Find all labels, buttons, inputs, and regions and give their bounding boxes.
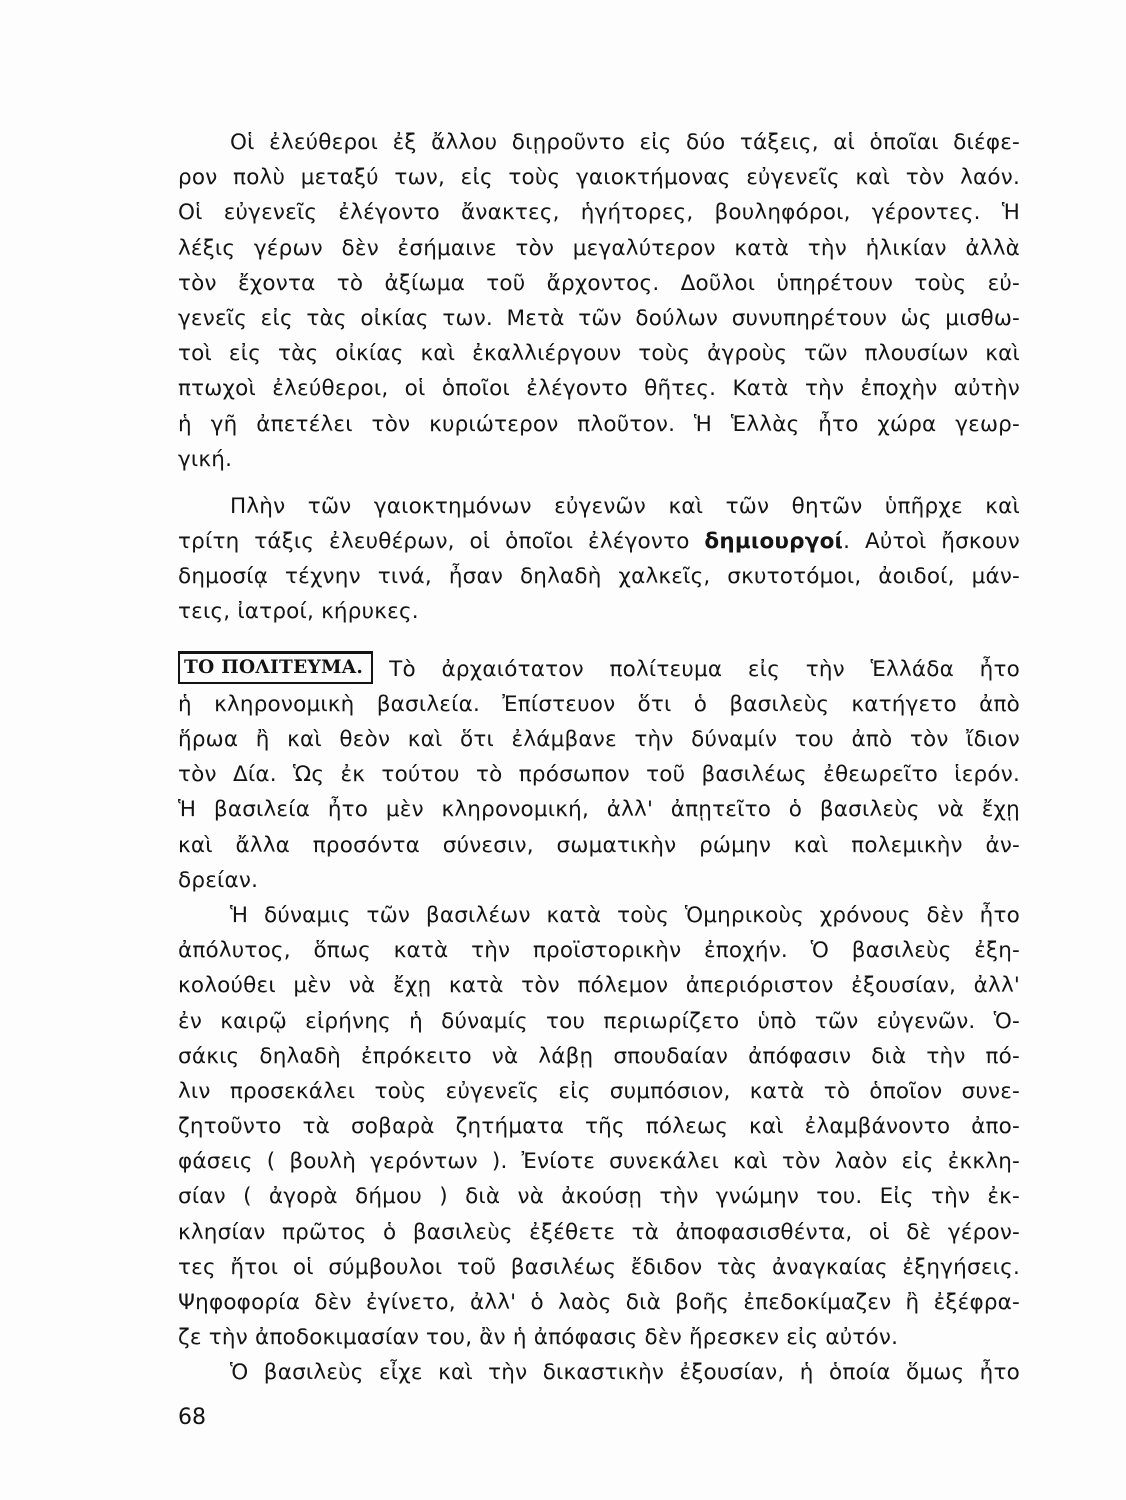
body-text — [178, 125, 1020, 1391]
paragraph-judicial-power — [178, 1355, 1020, 1390]
text-line: λιν προσεκάλει τοὺς εὐγενεῖς εἰς συμπόσιον, κατὰ τὸ ὁποῖον συνε- — [178, 1078, 1020, 1104]
text-line: Ἡ δύναμις τῶν βασιλέων κατὰ τοὺς Ὁμηρικοὺς χρόνους δὲν ἦτο — [230, 902, 1020, 928]
paragraph-craftsmen — [178, 489, 1020, 630]
text-line: ἥρωα ἢ καὶ θεὸν καὶ ὅτι ἐλάμβανε τὴν δύναμίν του ἀπὸ τὸν ἴδιον — [178, 727, 1020, 752]
text-line: φάσεις ( βουλὴ γερόντων ). Ἐνίοτε συνεκάλει καὶ τὸν λαὸν εἰς ἐκκλη- — [178, 1149, 1020, 1175]
text-segment: τρίτη τάξις ἐλευθέρων, οἱ ὁποῖοι ἐλέγοντο — [178, 529, 705, 555]
text-line: ἡ γῆ ἀπετέλει τὸν κυριώτερον πλοῦτον. Ἡ Ἑλλὰς ἦτο χώρα γεωρ- — [178, 411, 1020, 437]
text-line: Ὁ βασιλεὺς εἶχε καὶ τὴν δικαστικὴν ἐξουσίαν, ἡ ὁποία ὅμως ἦτο — [230, 1360, 1020, 1386]
page-number: 68 — [178, 1405, 206, 1430]
text-segment: Τὸ ἀρχαιότατον πολίτευμα εἰς τὴν Ἑλλάδα ἦτο — [389, 656, 1020, 682]
text-line: γική. — [178, 446, 233, 472]
text-line: ἡ κληρονομικὴ βασιλεία. Ἐπίστευον ὅτι ὁ βασιλεὺς κατήγετο ἀπὸ — [178, 691, 1020, 717]
text-line: κολούθει μὲν νὰ ἔχῃ κατὰ τὸν πόλεμον ἀπεριόριστον ἐξουσίαν, ἀλλ' — [178, 973, 1020, 999]
text-segment: . Αὐτοὶ ἤσκουν — [843, 529, 1021, 555]
text-line: δρείαν. — [178, 867, 259, 893]
text-line: λέξις γέρων δὲν ἐσήμαινε τὸν μεγαλύτερον κατὰ τὴν ἡλικίαν ἀλλὰ — [178, 235, 1020, 261]
text-line: ζητοῦντο τὰ σοβαρὰ ζητήματα τῆς πόλεως καὶ ἐλαμβάνοντο ἀπο- — [178, 1114, 1020, 1140]
paragraph-gap — [178, 477, 1020, 489]
text-line: τὸν ἔχοντα τὸ ἀξίωμα τοῦ ἄρχοντος. Δοῦλοι ὑπηρέτουν τοὺς εὐ- — [178, 270, 1020, 296]
text-line: κλησίαν πρῶτος ὁ βασιλεὺς ἐξέθετε τὰ ἀποφασισθέντα, οἱ δὲ γέρον- — [178, 1219, 1020, 1245]
text-line: τεις, ἰατροί, κήρυκες. — [178, 599, 419, 625]
text-line: πτωχοὶ ἐλεύθεροι, οἱ ὁποῖοι ἐλέγοντο θῆτες. Κατὰ τὴν ἐποχὴν αὐτὴν — [178, 376, 1020, 402]
text-line: Ἡ βασιλεία ἦτο μὲν κληρονομική, ἀλλ' ἀπῃτεῖτο ὁ βασιλεὺς νὰ ἔχῃ — [178, 797, 1020, 823]
text-line: Οἱ εὐγενεῖς ἐλέγοντο ἄνακτες, ἡγήτορες, βουληφόροι, γέροντες. Ἡ — [178, 200, 1020, 226]
text-line: σάκις δηλαδὴ ἐπρόκειτο νὰ λάβῃ σπουδαίαν ἀπόφασιν διὰ τὴν πό- — [178, 1043, 1020, 1069]
paragraph-royal-power — [178, 898, 1020, 1355]
text-line: Πλὴν τῶν γαιοκτημόνων εὐγενῶν καὶ τῶν θητῶν ὑπῆρχε καὶ — [230, 493, 1020, 519]
section-heading: ΤΟ ΠΟΛΙΤΕΥΜΑ. — [178, 651, 373, 684]
section-politeuma — [178, 652, 1020, 898]
term-demiourgoi: δημιουργοί — [704, 529, 844, 555]
section-gap — [178, 630, 1020, 652]
text-line — [178, 652, 1020, 687]
text-line: Ψηφοφορία δὲν ἐγίνετο, ἀλλ' ὁ λαὸς διὰ βοῆς ἐπεδοκίμαζεν ἢ ἐξέφρα- — [178, 1290, 1020, 1315]
paragraph-free-classes — [178, 125, 1020, 477]
text-line: Οἱ ἐλεύθεροι ἐξ ἄλλου διῃροῦντο εἰς δύο τάξεις, αἱ ὁποῖαι διέφε- — [230, 130, 1020, 155]
text-line: καὶ ἄλλα προσόντα σύνεσιν, σωματικὴν ρώμην καὶ πολεμικὴν ἀν- — [178, 832, 1020, 858]
text-line: σίαν ( ἀγορὰ δήμου ) διὰ νὰ ἀκούσῃ τὴν γνώμην του. Εἰς τὴν ἐκ- — [178, 1184, 1020, 1210]
text-line — [178, 524, 1020, 559]
text-line: ρον πολὺ μεταξύ των, εἰς τοὺς γαιοκτήμονας εὐγενεῖς καὶ τὸν λαόν. — [178, 165, 1020, 191]
text-line: τὸν Δία. Ὡς ἐκ τούτου τὸ πρόσωπον τοῦ βασιλέως ἐθεωρεῖτο ἱερόν. — [178, 762, 1020, 788]
text-line: γενεῖς εἰς τὰς οἰκίας των. Μετὰ τῶν δούλων συνυπηρέτουν ὡς μισθω- — [178, 305, 1020, 331]
text-line: ζε τὴν ἀποδοκιμασίαν του, ἂν ἡ ἀπόφασις δὲν ἤρεσκεν εἰς αὐτόν. — [178, 1325, 899, 1351]
text-line: ἐν καιρῷ εἰρήνης ἡ δύναμίς του περιωρίζετο ὑπὸ τῶν εὐγενῶν. Ὁ- — [178, 1008, 1020, 1034]
text-line: ἀπόλυτος, ὅπως κατὰ τὴν προϊστορικὴν ἐποχήν. Ὁ βασιλεὺς ἐξη- — [178, 938, 1020, 964]
text-line: δημοσίᾳ τέχνην τινά, ἦσαν δηλαδὴ χαλκεῖς, σκυτοτόμοι, ἀοιδοί, μάν- — [178, 564, 1020, 590]
text-line: τοὶ εἰς τὰς οἰκίας καὶ ἐκαλλιέργουν τοὺς ἀγροὺς τῶν πλουσίων καὶ — [178, 341, 1020, 367]
text-line: τες ἤτοι οἱ σύμβουλοι τοῦ βασιλέως ἔδιδον τὰς ἀναγκαίας ἐξηγήσεις. — [178, 1254, 1020, 1280]
